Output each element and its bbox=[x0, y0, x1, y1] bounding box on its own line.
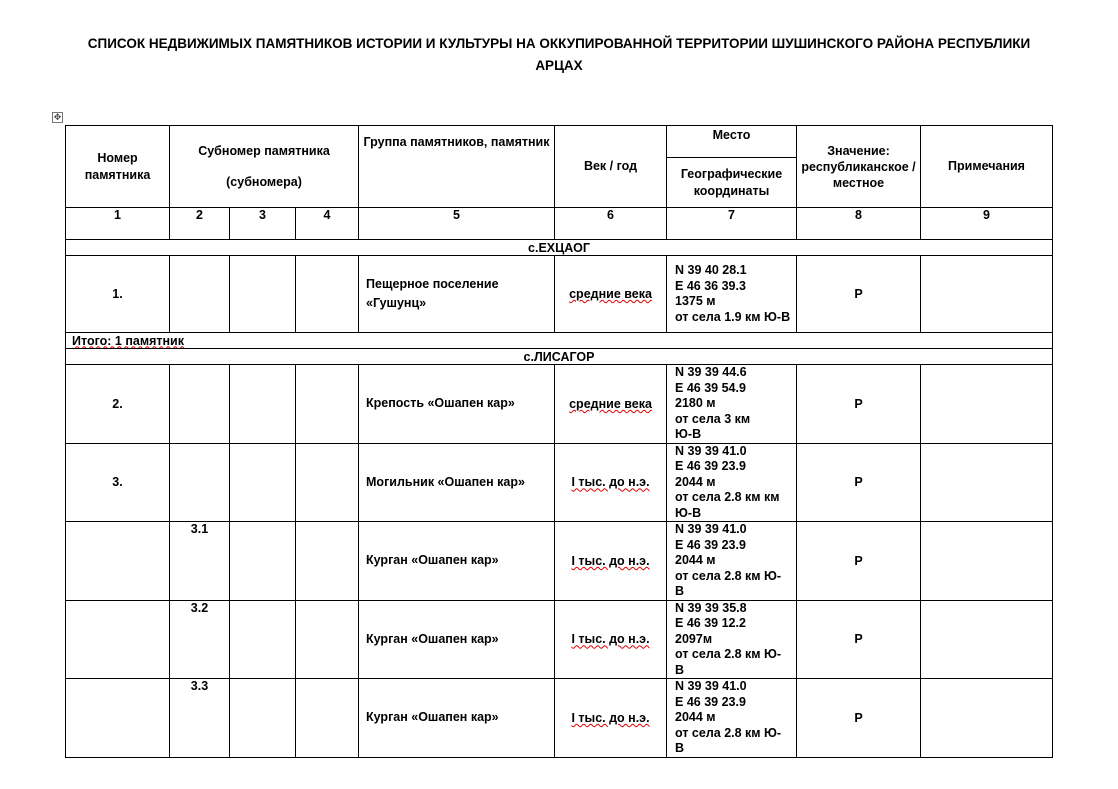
section-row bbox=[66, 240, 1053, 256]
cell-empty bbox=[230, 600, 296, 679]
cell-sub: 3.3 bbox=[170, 679, 230, 758]
header-coords: Географические координаты bbox=[667, 158, 797, 208]
coord-line: от села 2.8 км Ю- bbox=[675, 647, 782, 661]
coord-line: E 46 39 23.9 bbox=[675, 459, 746, 473]
title-line-2: АРЦАХ bbox=[535, 58, 583, 73]
cell-sub bbox=[170, 443, 230, 522]
cell-empty bbox=[230, 443, 296, 522]
coord-line: E 46 36 39.3 bbox=[675, 278, 746, 293]
cell-monument: Курган «Ошапен кар» bbox=[359, 522, 555, 601]
coord-line: В bbox=[675, 662, 685, 677]
coord-line: 2044 м bbox=[675, 553, 716, 567]
cell-number: 3. bbox=[66, 443, 170, 522]
header-century: Век / год bbox=[555, 126, 667, 208]
document-title bbox=[60, 33, 1058, 77]
cell-coords bbox=[667, 600, 797, 679]
cell-empty bbox=[296, 679, 359, 758]
cell-empty bbox=[296, 365, 359, 444]
cell-coords bbox=[667, 443, 797, 522]
coord-line: от села 1.9 км Ю-В bbox=[675, 309, 791, 324]
century-text: I тыс. до н.э. bbox=[571, 475, 650, 490]
cell-monument: Могильник «Ошапен кар» bbox=[359, 443, 555, 522]
table-row bbox=[66, 365, 1053, 444]
cell-empty bbox=[296, 600, 359, 679]
coord-line: 2097м bbox=[675, 631, 713, 646]
cell-century bbox=[555, 522, 667, 601]
coord-line: 2044 м bbox=[675, 710, 716, 724]
cell-number bbox=[66, 522, 170, 601]
section-total bbox=[66, 333, 1053, 349]
century-text: I тыс. до н.э. bbox=[571, 553, 650, 568]
century-text: средние века bbox=[569, 396, 652, 411]
cell-century bbox=[555, 600, 667, 679]
table-move-handle-icon[interactable]: ✥ bbox=[53, 112, 62, 122]
cell-coords bbox=[667, 256, 797, 333]
cell-monument: Крепость «Ошапен кар» bbox=[359, 365, 555, 444]
header-subnumber-line2: (субномера) bbox=[226, 174, 302, 189]
monuments-table bbox=[65, 125, 1053, 758]
header-place: Место bbox=[667, 126, 797, 158]
coord-line: N 39 39 41.0 bbox=[675, 522, 747, 536]
section-title: с.ЕХЦАОГ bbox=[66, 240, 1053, 256]
cell-monument: Курган «Ошапен кар» bbox=[359, 600, 555, 679]
cell-century bbox=[555, 679, 667, 758]
table-row bbox=[66, 522, 1053, 601]
cell-sub: 3.2 bbox=[170, 600, 230, 679]
header-significance: Значение: республиканское /местное bbox=[797, 126, 921, 208]
header-subnumber bbox=[170, 126, 359, 208]
cell-significance: Р bbox=[797, 443, 921, 522]
column-number-row bbox=[66, 208, 1053, 240]
coord-line: 2044 м bbox=[675, 474, 716, 489]
cell-number: 2. bbox=[66, 365, 170, 444]
cell-empty bbox=[296, 443, 359, 522]
cell-significance: Р bbox=[797, 365, 921, 444]
colnum-9: 9 bbox=[921, 208, 1053, 240]
cell-coords bbox=[667, 679, 797, 758]
cell-empty bbox=[230, 679, 296, 758]
cell-significance: Р bbox=[797, 522, 921, 601]
cell-empty bbox=[296, 256, 359, 333]
cell-number bbox=[66, 600, 170, 679]
cell-significance: Р bbox=[797, 256, 921, 333]
total-row bbox=[66, 333, 1053, 349]
cell-sub bbox=[170, 256, 230, 333]
coord-line: Ю-В bbox=[675, 427, 702, 441]
total-text: Итого: 1 памятник bbox=[72, 333, 184, 348]
table-row bbox=[66, 443, 1053, 522]
coord-line: E 46 39 54.9 bbox=[675, 380, 746, 395]
coord-line: N 39 39 41.0 bbox=[675, 679, 747, 693]
cell-significance: Р bbox=[797, 600, 921, 679]
colnum-7: 7 bbox=[667, 208, 797, 240]
coord-line: от села 2.8 км Ю- bbox=[675, 725, 782, 740]
coord-line: 2180 м bbox=[675, 396, 716, 410]
coord-line: Ю-В bbox=[675, 505, 702, 520]
cell-number bbox=[66, 679, 170, 758]
table-row bbox=[66, 600, 1053, 679]
cell-century bbox=[555, 256, 667, 333]
cell-century bbox=[555, 365, 667, 444]
coord-line: от села 3 км bbox=[675, 411, 751, 426]
section-title: с.ЛИСАГОР bbox=[66, 349, 1053, 365]
colnum-3: 3 bbox=[230, 208, 296, 240]
header-number: Номер памятника bbox=[66, 126, 170, 208]
cell-monument: Курган «Ошапен кар» bbox=[359, 679, 555, 758]
cell-century bbox=[555, 443, 667, 522]
coord-line: E 46 39 23.9 bbox=[675, 537, 746, 552]
colnum-8: 8 bbox=[797, 208, 921, 240]
colnum-1: 1 bbox=[66, 208, 170, 240]
header-subnumber-line1: Субномер памятника bbox=[198, 143, 330, 158]
colnum-6: 6 bbox=[555, 208, 667, 240]
colnum-2: 2 bbox=[170, 208, 230, 240]
coord-line: В bbox=[675, 584, 685, 598]
coord-line: E 46 39 23.9 bbox=[675, 694, 746, 709]
coord-line: N 39 39 35.8 bbox=[675, 600, 747, 615]
cell-coords bbox=[667, 365, 797, 444]
colnum-5: 5 bbox=[359, 208, 555, 240]
cell-notes bbox=[921, 679, 1053, 758]
century-text: средние века bbox=[569, 287, 652, 301]
cell-monument: Пещерное поселение «Гушунц» bbox=[359, 256, 555, 333]
cell-coords bbox=[667, 522, 797, 601]
coord-line: от села 2.8 км км bbox=[675, 490, 780, 504]
cell-empty bbox=[296, 522, 359, 601]
cell-number: 1. bbox=[66, 256, 170, 333]
cell-notes bbox=[921, 365, 1053, 444]
coord-line: 1375 м bbox=[675, 294, 716, 308]
cell-notes bbox=[921, 600, 1053, 679]
coord-line: E 46 39 12.2 bbox=[675, 616, 746, 630]
cell-notes bbox=[921, 522, 1053, 601]
table-row bbox=[66, 256, 1053, 333]
header-row-1 bbox=[66, 126, 1053, 158]
cell-sub bbox=[170, 365, 230, 444]
cell-empty bbox=[230, 365, 296, 444]
section-row bbox=[66, 349, 1053, 365]
coord-line: N 39 40 28.1 bbox=[675, 263, 747, 277]
coord-line: N 39 39 41.0 bbox=[675, 443, 747, 458]
cell-notes bbox=[921, 256, 1053, 333]
coord-line: от села 2.8 км Ю- bbox=[675, 568, 782, 583]
coord-line: N 39 39 44.6 bbox=[675, 365, 747, 379]
title-line-1: СПИСОК НЕДВИЖИМЫХ ПАМЯТНИКОВ ИСТОРИИ И КУЛЬТУРЫ НА ОККУПИРОВАННОЙ ТЕРРИТОРИИ ШУШИНСКОГО РАЙОНА РЕСПУБЛИКИ bbox=[87, 36, 1031, 51]
cell-sub: 3.1 bbox=[170, 522, 230, 601]
cell-empty bbox=[230, 256, 296, 333]
cell-notes bbox=[921, 443, 1053, 522]
cell-significance: Р bbox=[797, 679, 921, 758]
cell-empty bbox=[230, 522, 296, 601]
colnum-4: 4 bbox=[296, 208, 359, 240]
coord-line: В bbox=[675, 741, 685, 755]
header-notes: Примечания bbox=[921, 126, 1053, 208]
century-text: I тыс. до н.э. bbox=[571, 632, 650, 647]
century-text: I тыс. до н.э. bbox=[571, 710, 650, 725]
header-group: Группа памятников, памятник bbox=[359, 126, 555, 208]
table-row bbox=[66, 679, 1053, 758]
